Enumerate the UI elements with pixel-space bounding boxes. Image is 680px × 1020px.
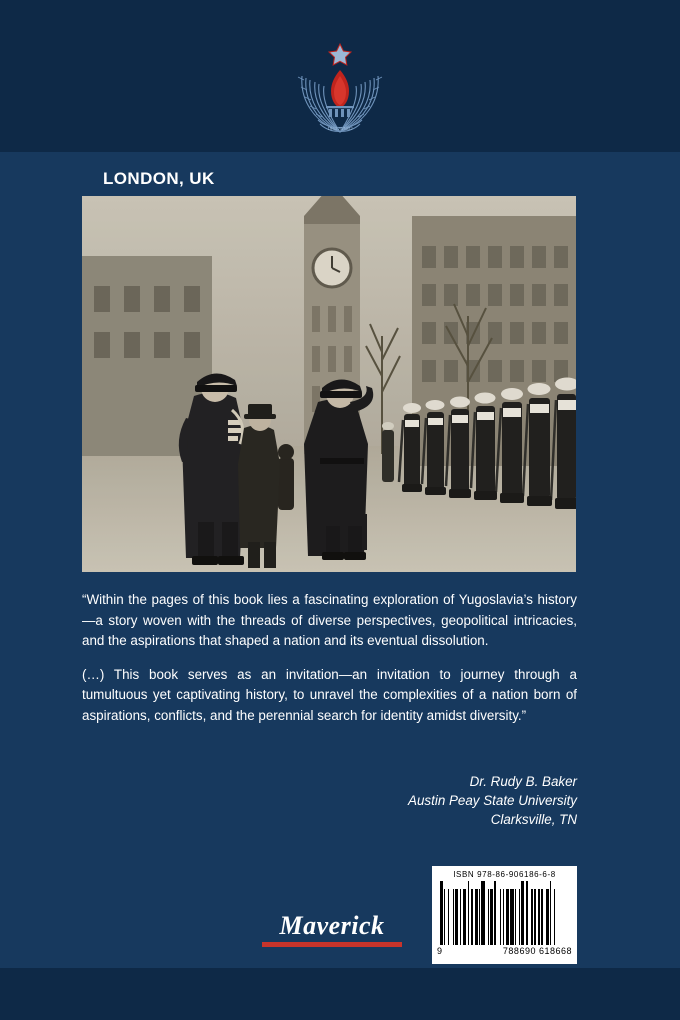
yugoslavia-emblem-icon — [284, 36, 396, 140]
cover-photograph — [82, 196, 576, 572]
attribution-name: Dr. Rudy B. Baker — [469, 774, 577, 789]
attribution-location: Clarksville, TN — [490, 812, 577, 827]
quote-attribution — [82, 772, 577, 829]
barcode-digits — [437, 946, 572, 956]
publisher-logo — [262, 912, 402, 947]
publisher-name: Maverick — [279, 911, 385, 940]
quote-paragraph-2: (…) This book serves as an invitation—an invitation to journey through a tumultuous yet captivating history, to unravel the complexities of a nation born of aspirations, conflicts, and the perennial search for identity amidst diversity.” — [82, 666, 577, 723]
isbn-label: ISBN 978-86-906186-6-8 — [453, 870, 556, 879]
barcode-digit-right: 788690 618668 — [502, 946, 572, 956]
emblem-motto-text: 1943 AVNOJ — [327, 126, 353, 131]
endorsement-quote — [82, 590, 577, 739]
isbn-barcode — [432, 866, 577, 964]
bottom-band — [0, 968, 680, 1020]
attribution-institution: Austin Peay State University — [408, 793, 577, 808]
emblem-container — [0, 36, 680, 145]
barcode-bars — [440, 881, 569, 945]
quote-paragraph-1: “Within the pages of this book lies a fascinating exploration of Yugoslavia’s history—a story woven with the threads of diverse perspectives, geopolitical intricacies, and the aspirations that shaped a nation and its eventual dissolution. — [82, 592, 577, 648]
caption-city: LONDON, UK — [103, 169, 215, 188]
publisher-underline — [262, 942, 402, 947]
barcode-digit-left: 9 — [437, 946, 443, 956]
